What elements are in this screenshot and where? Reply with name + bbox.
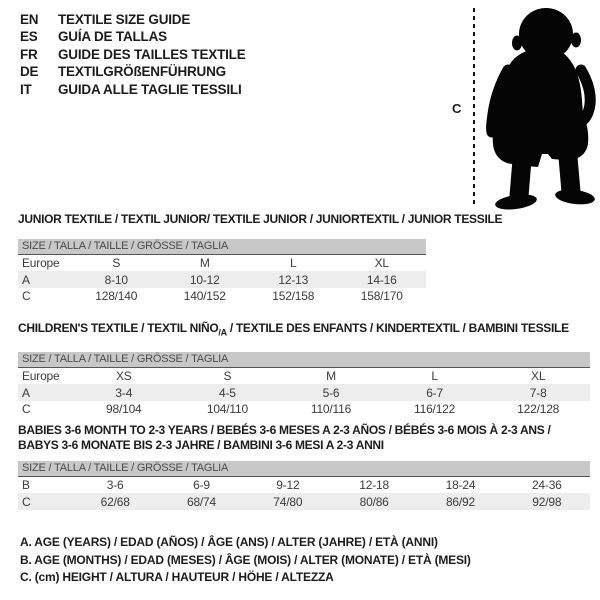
table-row (18, 368, 590, 385)
table-cell: 122/128 (517, 402, 560, 417)
table-cell: 80/86 (359, 495, 389, 509)
table-cell: M (199, 256, 210, 270)
language-label: GUÍA DE TALLAS (58, 29, 167, 45)
table-cell: L (431, 369, 438, 384)
section-title-line1: BABIES 3-6 MONTH TO 2-3 YEARS / BEBÉS 3-6 MESES A 2-3 AÑOS / BÉBÉS 3-6 MOIS À 2-3 ANS / (18, 423, 551, 437)
table-cell: S (223, 369, 232, 384)
footnote-b: B. AGE (MONTHS) / EDAD (MESES) / ÂGE (MOIS) / ALTER (MONATE) / ETÀ (MESI) (20, 552, 471, 567)
table-cell: 128/140 (95, 289, 138, 303)
row-label: B (22, 478, 30, 492)
language-code: EN (20, 12, 39, 27)
table-cell: 12-13 (278, 273, 309, 287)
height-measure-label: C (452, 101, 462, 116)
row-label: Europe (22, 256, 60, 270)
table-cell: 3-4 (115, 386, 133, 401)
toddler-figure (440, 0, 600, 220)
table-row (18, 477, 590, 494)
language-label: GUIDE DES TAILLES TEXTILE (58, 46, 246, 62)
table-cell: XL (374, 256, 389, 270)
table-cell: 98/104 (106, 402, 142, 417)
table-row (18, 385, 590, 401)
table-cell: 104/110 (206, 402, 248, 417)
legend-row-fr (20, 46, 246, 63)
measure-footnotes (20, 534, 471, 587)
table-cell: 9-12 (276, 478, 300, 492)
table-row (18, 272, 426, 288)
toddler-silhouette-icon (486, 4, 600, 214)
table-cell: 12-18 (359, 478, 389, 492)
table-cell: 14-16 (366, 273, 397, 287)
legend-row-de (20, 63, 246, 80)
junior-textile-section (18, 212, 503, 304)
table-cell: 92/98 (532, 495, 562, 509)
language-code: ES (20, 29, 38, 45)
row-label: A (22, 273, 30, 287)
section-title-line2: BABYS 3-6 MONATE BIS 2-3 JAHRE / BAMBINI 3-6 MESI A 2-3 ANNI (18, 438, 384, 452)
table-cell: M (326, 369, 336, 384)
table-cell: 116/122 (414, 402, 456, 417)
language-code: DE (20, 64, 39, 80)
section-title (18, 423, 590, 453)
section-title: CHILDREN'S TEXTILE / TEXTIL $NIÑO_{/A}$ / TEXTILE DES ENFANTS / KINDERTEXTIL / BAMBINI TESSILE (18, 321, 569, 338)
table-cell: 140/152 (183, 289, 226, 303)
table-cell: 62/68 (100, 495, 130, 509)
table-row (18, 288, 426, 304)
language-label: TEXTILGRÖßENFÜHRUNG (58, 64, 226, 80)
language-label: GUIDA ALLE TAGLIE TESSILI (58, 81, 242, 97)
table-cell: XS (115, 369, 132, 384)
legend-row-en (20, 11, 246, 28)
language-code: FR (20, 46, 38, 62)
row-label: A (22, 386, 30, 401)
table-cell: 5-6 (322, 386, 340, 401)
table-cell: 24-36 (531, 478, 562, 492)
table-cell: 6-9 (193, 478, 210, 492)
table-cell: 3-6 (106, 478, 124, 492)
footnote-a: A. AGE (YEARS) / EDAD (AÑOS) / ÂGE (ANS) / ALTER (JAHRE) / ETÀ (ANNI) (20, 535, 438, 549)
table-cell: 158/170 (360, 289, 403, 303)
size-header-bar: SIZE / TALLA / TAILLE / GRÖSSE / TAGLIA (18, 352, 590, 368)
childrens-textile-section (18, 321, 590, 417)
table-cell: 10-12 (189, 273, 220, 287)
size-header-bar: SIZE / TALLA / TAILLE / GRÖSSE / TAGLIA (18, 239, 426, 255)
row-label: C (22, 289, 31, 303)
legend-row-es (20, 28, 246, 45)
language-code: IT (20, 81, 32, 97)
babies-textile-section (18, 423, 590, 510)
table-cell: 68/74 (186, 495, 216, 509)
table-cell: 110/116 (310, 402, 352, 417)
table-cell: 18-24 (445, 478, 476, 492)
table-row (18, 255, 426, 272)
table-row (18, 494, 590, 510)
subscript-a: /A (218, 327, 227, 338)
table-cell: 152/158 (272, 289, 315, 303)
table-cell: S (112, 256, 121, 270)
row-label: C (22, 495, 31, 509)
table-cell: 4-5 (219, 386, 236, 401)
size-header-bar: SIZE / TALLA / TAILLE / GRÖSSE / TAGLIA (18, 461, 590, 477)
table-row (18, 401, 590, 417)
table-cell: 86/92 (445, 495, 475, 509)
row-label: C (22, 402, 31, 417)
table-cell: 7-8 (529, 386, 547, 401)
table-cell: 8-10 (104, 273, 128, 287)
legend-row-it (20, 81, 246, 98)
section-title: JUNIOR TEXTILE / TEXTIL JUNIOR/ TEXTILE JUNIOR / JUNIORTEXTIL / JUNIOR TESSILE (18, 212, 503, 226)
table-cell: 74/80 (273, 495, 303, 509)
height-reference-dashed-line (473, 8, 475, 206)
footnote-c: C. (cm) HEIGHT / ALTURA / HAUTEUR / HÖHE / ALTEZZA (20, 570, 334, 584)
table-cell: XL (531, 369, 546, 384)
row-label: Europe (22, 369, 60, 384)
table-cell: 6-7 (426, 386, 443, 401)
language-label: TEXTILE SIZE GUIDE (58, 12, 191, 27)
table-cell: L (290, 256, 297, 270)
language-legend (20, 11, 246, 98)
